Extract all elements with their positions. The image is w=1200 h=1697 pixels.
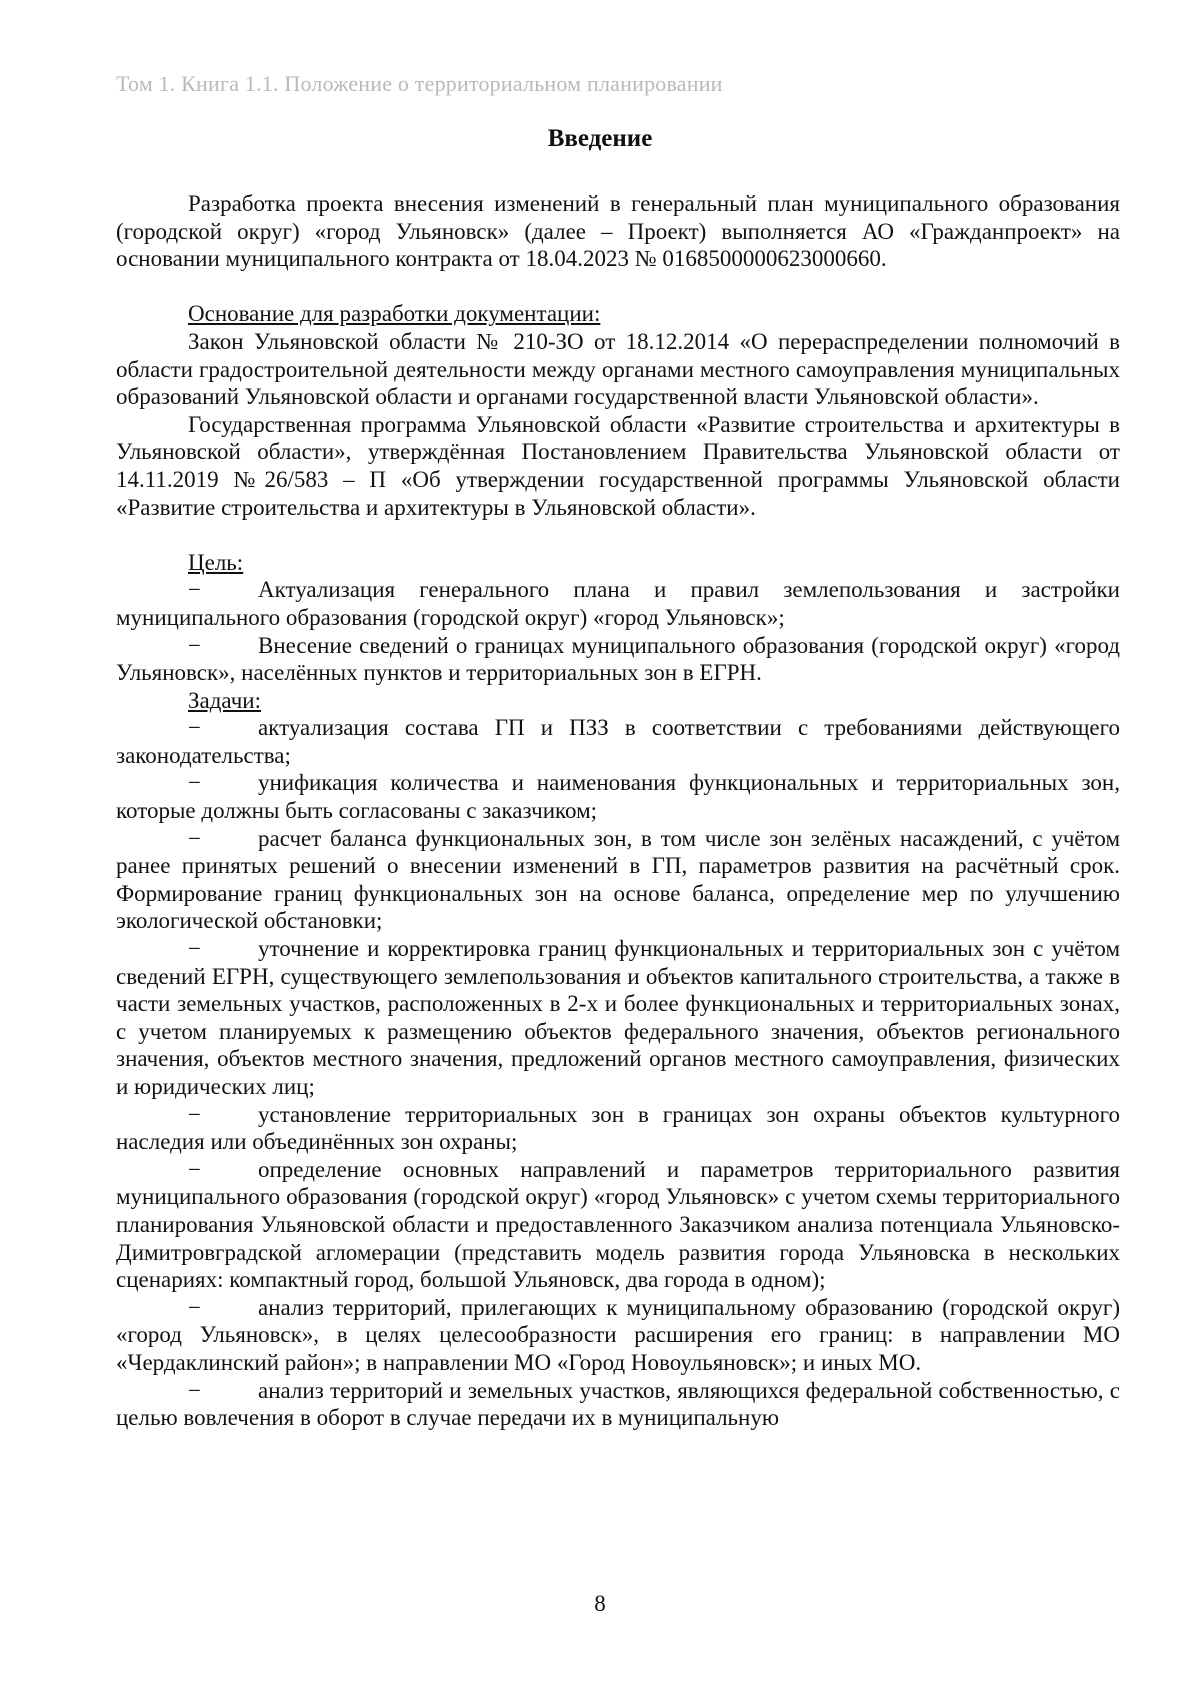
task-item: [116, 1377, 1120, 1432]
dash-bullet: −: [188, 770, 201, 796]
paragraph-gap: [116, 273, 1120, 301]
goal-heading: [116, 549, 1120, 577]
goal-item: [116, 576, 1120, 631]
task-item-text: анализ территорий и земельных участков, являющихся федеральной собственностью, с целью вовлечения в оборот в случае передачи их в муниципальную: [116, 1377, 1120, 1431]
basis-item: Государственная программа Ульяновской области «Развитие строительства и архитектуры в Ульяновской области», утверждённая Постановлением Правительства Ульяновской области от 14.11.2019 №26/583 – П «Об утверждении государственной программы Ульяновской области «Развитие строительства и архитектуры в Ульяновской области».: [116, 411, 1120, 520]
dash-bullet: −: [188, 1294, 201, 1320]
task-item-text: актуализация состава ГП и ПЗЗ в соответствии с требованиями действующего законодательства;: [116, 715, 1120, 768]
task-item-text: установление территориальных зон в границах зон охраны объектов культурного наследия или объединённых зон охраны;: [116, 1101, 1120, 1155]
task-item-text: анализ территорий, прилегающих к муниципальному образованию (городской округ) «город Ульяновск», в целях целесообразности расширения его границ: в направлении МО «Чердаклинский район»; в направлении МО «Город Новоульяновск»; и иных МО.: [116, 1294, 1120, 1375]
goal-item: [116, 632, 1120, 687]
goal-item-text: Актуализация генерального плана и правил землепользования и застройки муниципального образования (городской округ) «город Ульяновск»;: [116, 577, 1120, 630]
basis-heading: [116, 300, 1120, 328]
section-title: Введение: [547, 125, 653, 152]
task-item-text: определение основных направлений и параметров территориального развития муниципального образования (городской округ) «город Ульяновск» с учетом схемы территориального планирования Ульяновской области и предоставленного Заказчиком анализа потенциала Ульяновско-Димитровградской агломерации (представить модель развития города Ульяновска в нескольких сценариях: компактный город, большой Ульяновск, два города в одном);: [116, 1156, 1120, 1293]
task-item: [116, 1156, 1120, 1294]
dash-bullet: −: [188, 1101, 201, 1127]
task-item: [116, 769, 1120, 824]
goal-item-text: Внесение сведений о границах муниципального образования (городской округ) «город Ульяновск», населённых пунктов и территориальных зон в ЕГРН.: [116, 632, 1120, 686]
task-item: [116, 1294, 1120, 1377]
page-number: 8: [594, 1591, 606, 1616]
dash-bullet: −: [188, 936, 201, 962]
dash-bullet: −: [188, 577, 201, 603]
task-item: [116, 714, 1120, 769]
task-item-text: уточнение и корректировка границ функциональных и территориальных зон с учётом сведений ЕГРН, существующего землепользования и объектов капитального строительства, а также в части земельных участков, расположенных в 2-х и более функциональных и территориальных зонах, с учетом планируемых к размещению объектов федерального значения, объектов регионального значения, объектов местного значения, предложений органов местного самоуправления, физических и юридических лиц;: [116, 936, 1120, 1099]
task-item-text: унификация количества и наименования функциональных и территориальных зон, которые должны быть согласованы с заказчиком;: [116, 770, 1120, 824]
task-item-text: расчет баланса функциональных зон, в том числе зон зелёных насаждений, с учётом ранее принятых решений о внесении изменений в ГП, параметров развития на расчётный срок. Формирование границ функциональных зон на основе баланса, определение мер по улучшению экологической обстановки;: [116, 825, 1120, 934]
dash-bullet: −: [188, 715, 201, 741]
goal-heading-text: Цель:: [188, 549, 244, 575]
dash-bullet: −: [188, 1377, 201, 1403]
body-text: [116, 190, 1120, 1432]
basis-heading-text: Основание для разработки документации:: [188, 301, 601, 327]
task-item: [116, 1101, 1120, 1156]
paragraph-gap: [116, 521, 1120, 549]
running-header: Том 1. Книга 1.1. Положение о территориальном планировании: [116, 71, 723, 96]
dash-bullet: −: [188, 1156, 201, 1182]
task-item: [116, 825, 1120, 935]
intro-paragraph: Разработка проекта внесения изменений в генеральный план муниципального образования (городской округ) «город Ульяновск» (далее – Проект) выполняется АО «Гражданпроект» на основании муниципального контракта от 18.04.2023 № 0168500000623000660.: [116, 191, 1120, 272]
basis-item: Закон Ульяновской области № 210-ЗО от 18.12.2014 «О перераспределении полномочий в области градостроительной деятельности между органами местного самоуправления муниципальных образований Ульяновской области и органами государственной власти Ульяновской области».: [116, 328, 1120, 410]
dash-bullet: −: [188, 632, 201, 658]
dash-bullet: −: [188, 825, 201, 851]
tasks-heading: [116, 687, 1120, 715]
tasks-heading-text: Задачи:: [188, 687, 261, 713]
task-item: [116, 935, 1120, 1101]
